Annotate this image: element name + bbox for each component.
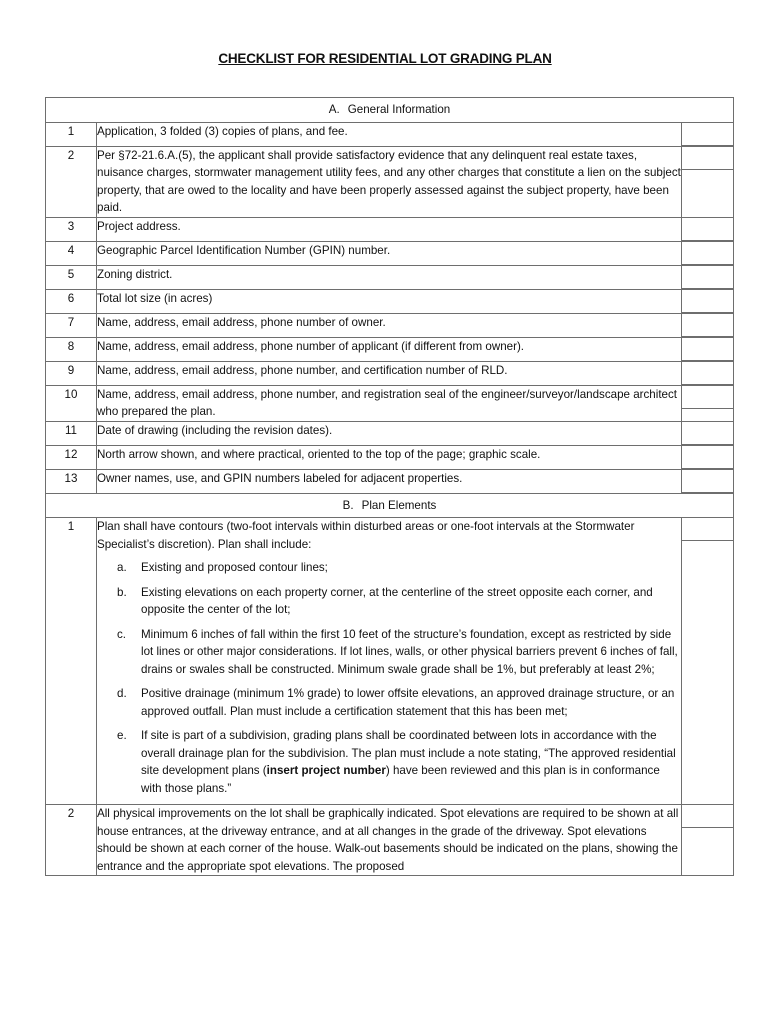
table-row	[46, 361, 734, 385]
checkbox-cell[interactable]	[682, 421, 734, 445]
sub-item-letter: a.	[117, 561, 127, 574]
table-row	[46, 289, 734, 313]
table-row	[46, 313, 734, 337]
sub-item-text: Existing and proposed contour lines;	[141, 561, 328, 574]
table-row	[46, 385, 734, 421]
item-text	[97, 518, 682, 805]
checkbox-cell[interactable]	[682, 385, 734, 421]
item-text: Name, address, email address, phone number of applicant (if different from owner).	[97, 337, 682, 361]
sub-item-text: Minimum 6 inches of fall within the first 10 feet of the structure’s foundation, except as restricted by side lot lines or other major considerations. If lot lines, walls, or other physical barriers prevent 6 inches of fall, drains or swales shall be constructed. Minimum swale grade shall be 1%, but preferably at least 2%;	[141, 627, 678, 676]
sub-item-text: Positive drainage (minimum 1% grade) to lower offsite elevations, an approved drainage structure, or an approved outfall. Plan must include a certification statement that this has been met;	[141, 687, 675, 718]
item-number: 2	[46, 146, 97, 217]
check-box[interactable]	[682, 147, 733, 170]
section-b-header	[46, 493, 734, 518]
checkbox-cell[interactable]	[682, 241, 734, 265]
item-text: Project address.	[97, 217, 682, 241]
item-number: 9	[46, 361, 97, 385]
check-box[interactable]	[682, 518, 733, 541]
table-row	[46, 122, 734, 146]
check-box[interactable]	[682, 422, 733, 445]
checkbox-cell[interactable]	[682, 337, 734, 361]
sub-item	[97, 584, 681, 619]
check-box[interactable]	[682, 266, 733, 289]
check-box[interactable]	[682, 123, 733, 146]
section-b-letter: B.	[342, 498, 354, 512]
item-number: 8	[46, 337, 97, 361]
sub-item-letter: b.	[117, 585, 127, 599]
sub-item-letter: e.	[117, 729, 127, 742]
sub-item-list	[97, 559, 681, 797]
section-a-letter: A.	[328, 103, 340, 116]
sub-item	[97, 559, 681, 577]
checkbox-cell[interactable]	[682, 805, 734, 876]
item-text: North arrow shown, and where practical, oriented to the top of the page; graphic scale.	[97, 445, 682, 469]
table-row	[46, 217, 734, 241]
item-text: All physical improvements on the lot shall be graphically indicated. Spot elevations are required to be shown at all house entrances, at the driveway entrance, and at all changes in the grade of the driveway. Spot elevations should be shown at each corner of the house. Walk-out basements should be indicated on the plans, showing the entrance and the appropriate spot elevations. The proposed	[97, 805, 682, 876]
checkbox-cell[interactable]	[682, 313, 734, 337]
item-text: Name, address, email address, phone number, and certification number of RLD.	[97, 361, 682, 385]
checkbox-cell[interactable]	[682, 122, 734, 146]
checkbox-cell[interactable]	[682, 146, 734, 217]
sub-item-text: Existing elevations on each property corner, at the centerline of the street opposite each corner, and opposite the center of the lot;	[141, 585, 653, 616]
page-title: CHECKLIST FOR RESIDENTIAL LOT GRADING PLAN	[218, 51, 552, 66]
sub-item-text-before: If site is part of a subdivision, grading plans shall be coordinated between lots in accordance with the overall drainage plan for the subdivision. The plan must include a note stating, “The approved residential site development plans (	[141, 729, 676, 777]
check-box[interactable]	[682, 218, 733, 241]
item-text: Owner names, use, and GPIN numbers labeled for adjacent properties.	[97, 469, 682, 493]
item-text: Per §72-21.6.A.(5), the applicant shall provide satisfactory evidence that any delinquent real estate taxes, nuisance charges, stormwater management utility fees, and any other charges that constitute a lien on the subject property, that are owed to the locality and have been properly assessed against the subject property, have been paid.	[97, 146, 682, 217]
item-number: 10	[46, 385, 97, 421]
item-number: 4	[46, 241, 97, 265]
sub-item-letter: d.	[117, 687, 127, 700]
table-row	[46, 518, 734, 805]
checkbox-cell[interactable]	[682, 289, 734, 313]
sub-item-text	[141, 727, 681, 797]
item-number: 1	[46, 518, 97, 805]
item-number: 2	[46, 805, 97, 876]
item-text: Zoning district.	[97, 265, 682, 289]
table-row	[46, 265, 734, 289]
check-box[interactable]	[682, 386, 733, 409]
table-row	[46, 469, 734, 493]
check-box[interactable]	[682, 805, 733, 828]
item-text: Total lot size (in acres)	[97, 289, 682, 313]
checkbox-cell[interactable]	[682, 361, 734, 385]
table-row	[46, 337, 734, 361]
item-number: 3	[46, 217, 97, 241]
sub-item-text-after: ) have been reviewed and this plan is in conformance with those plans.”	[141, 764, 660, 795]
item-number: 6	[46, 289, 97, 313]
sub-item-letter: c.	[117, 627, 127, 641]
sub-item	[97, 727, 681, 797]
checkbox-cell[interactable]	[682, 445, 734, 469]
checkbox-cell[interactable]	[682, 518, 734, 805]
item-number: 5	[46, 265, 97, 289]
item-text: Application, 3 folded (3) copies of plans, and fee.	[97, 122, 682, 146]
checklist-table	[45, 97, 734, 876]
project-number-placeholder: insert project number	[266, 764, 386, 777]
item-text: Name, address, email address, phone number of owner.	[97, 313, 682, 337]
item-text: Name, address, email address, phone number, and registration seal of the engineer/surveyor/landscape architect who prepared the plan.	[97, 385, 682, 421]
checkbox-cell[interactable]	[682, 469, 734, 493]
check-box[interactable]	[682, 314, 733, 337]
item-intro-text: Plan shall have contours (two-foot intervals within disturbed areas or one-foot intervals at the Stormwater Specialist’s discretion). Plan shall include:	[97, 520, 635, 551]
checkbox-cell[interactable]	[682, 265, 734, 289]
section-a-header	[46, 98, 734, 123]
section-b-heading: Plan Elements	[361, 498, 437, 512]
item-number: 7	[46, 313, 97, 337]
table-row	[46, 146, 734, 217]
section-a-heading: General Information	[347, 103, 451, 116]
check-box[interactable]	[682, 446, 733, 469]
sub-item	[97, 685, 681, 720]
item-number: 12	[46, 445, 97, 469]
table-row	[46, 421, 734, 445]
item-number: 13	[46, 469, 97, 493]
checkbox-cell[interactable]	[682, 217, 734, 241]
sub-item	[97, 626, 681, 679]
item-text: Date of drawing (including the revision dates).	[97, 421, 682, 445]
table-row	[46, 445, 734, 469]
check-box[interactable]	[682, 338, 733, 361]
item-number: 1	[46, 122, 97, 146]
item-number: 11	[46, 421, 97, 445]
check-box[interactable]	[682, 362, 733, 385]
check-box[interactable]	[682, 242, 733, 265]
item-text: Geographic Parcel Identification Number (GPIN) number.	[97, 241, 682, 265]
check-box[interactable]	[682, 290, 733, 313]
check-box[interactable]	[682, 470, 733, 493]
table-row	[46, 241, 734, 265]
table-row	[46, 805, 734, 876]
